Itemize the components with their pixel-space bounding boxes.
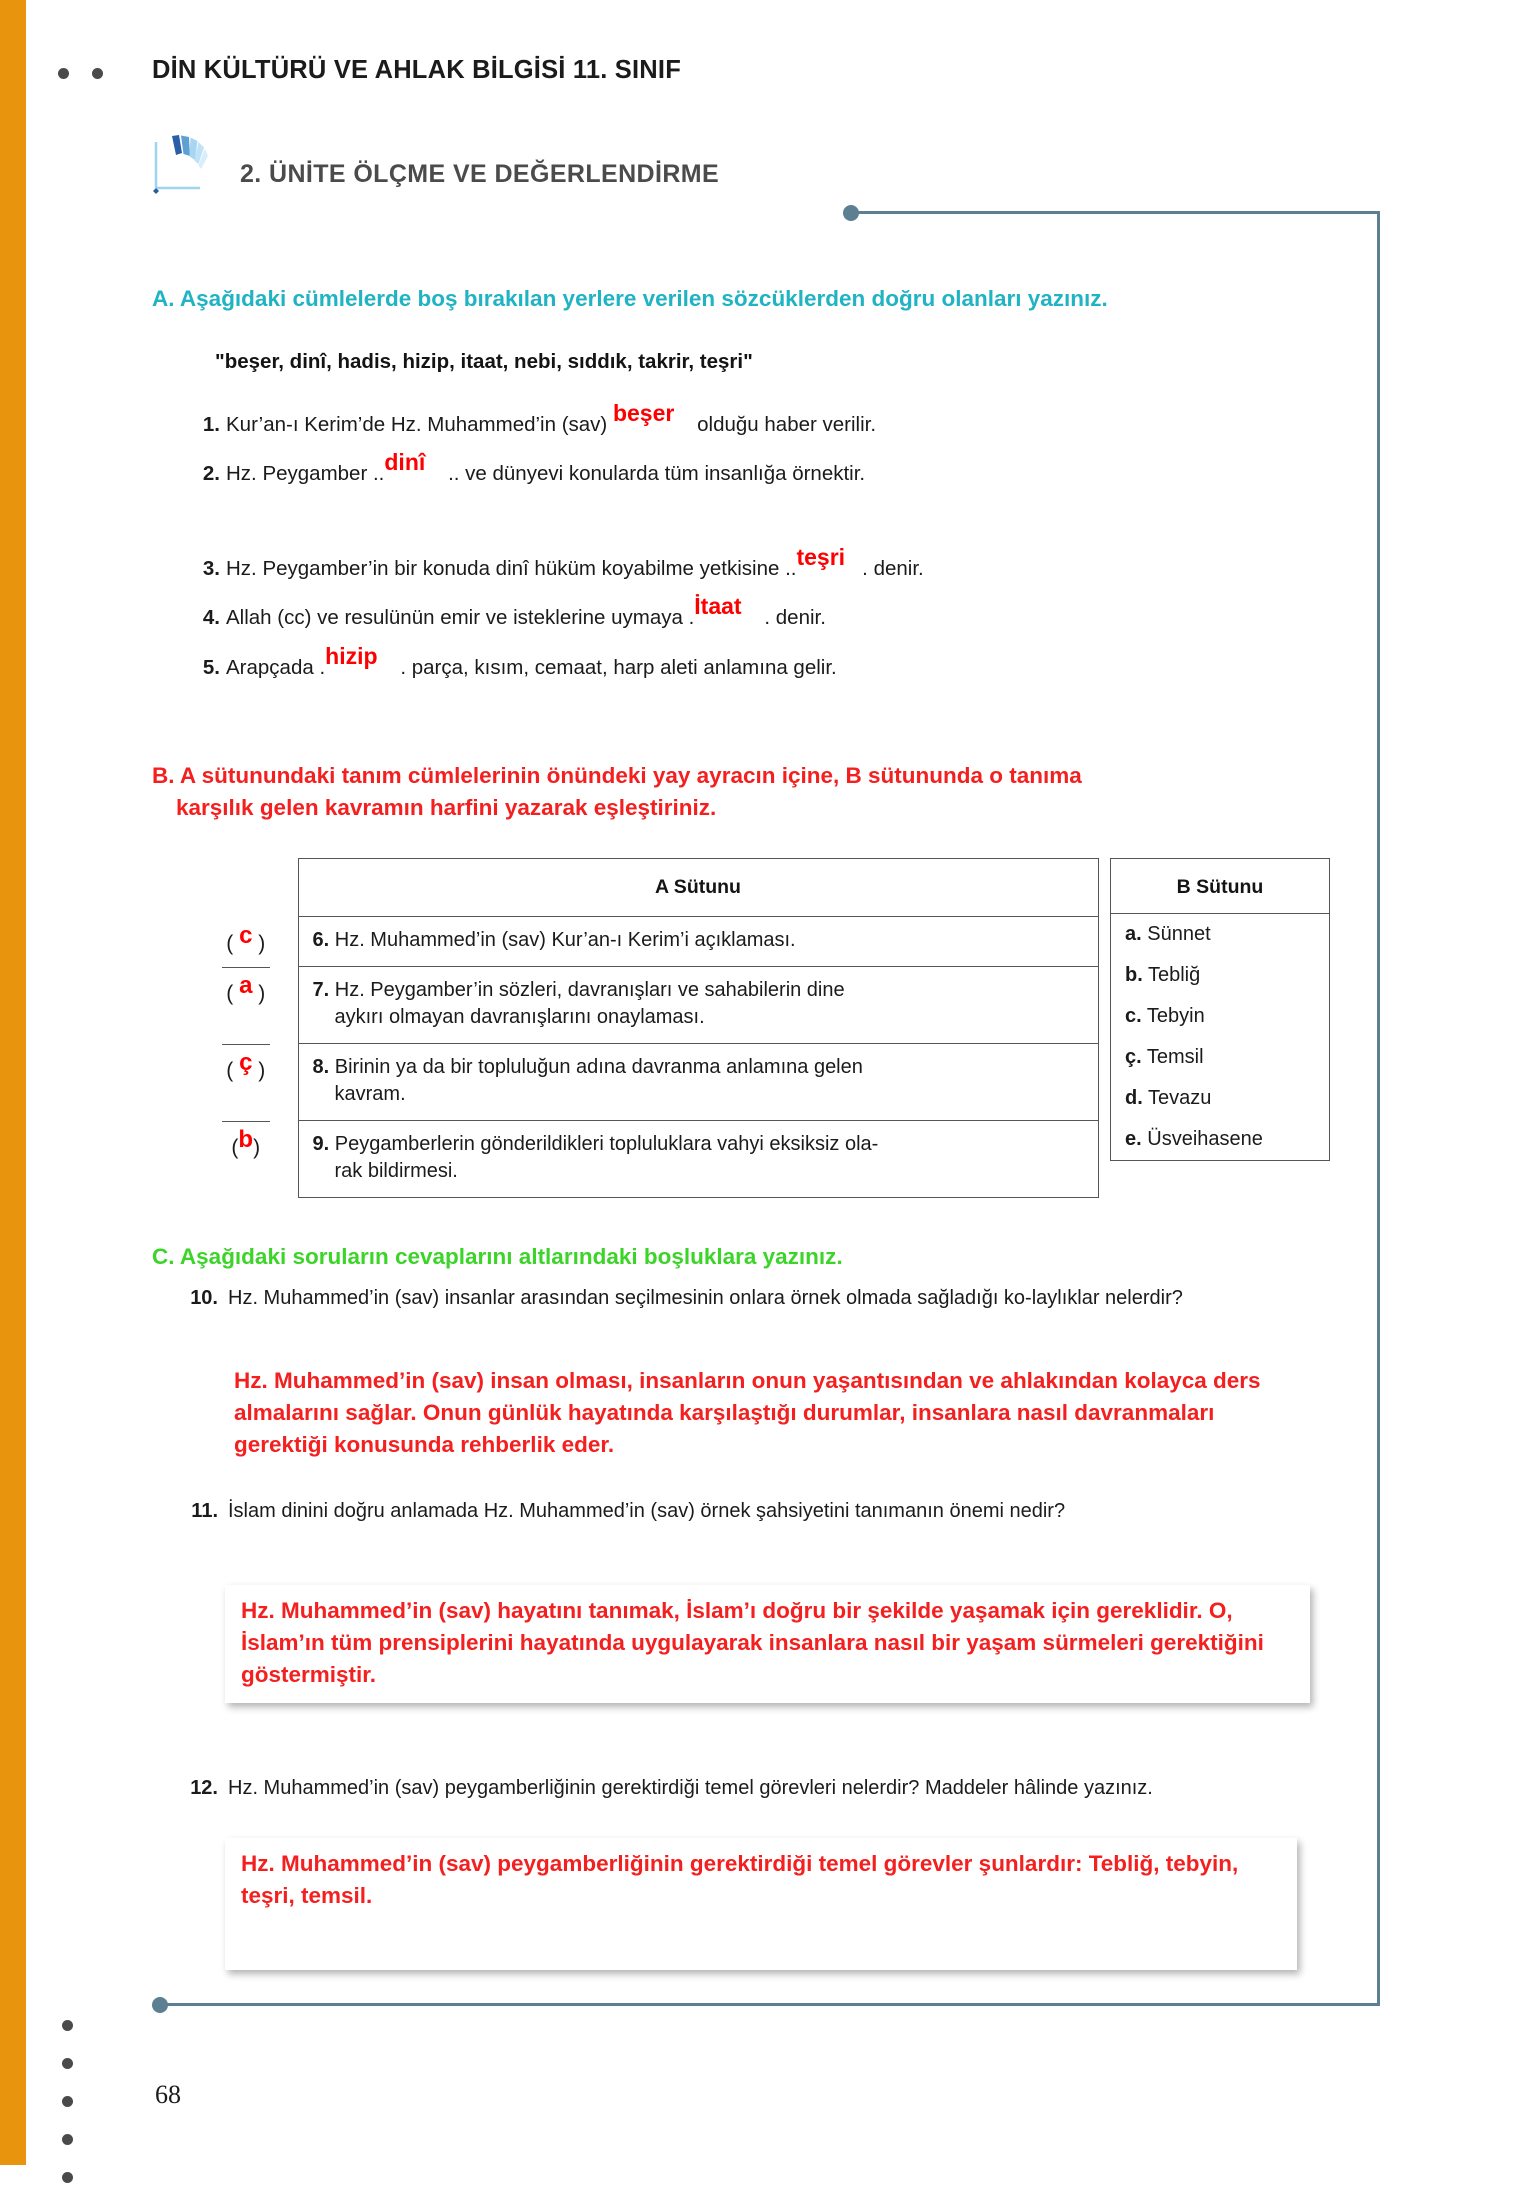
item-text-after: . parça, kısım, cemaat, harp aleti anlamına gelir. — [400, 656, 837, 679]
item-text-before: Hz. Peygamber .. — [226, 462, 385, 485]
question-10 — [180, 1285, 1340, 1313]
item-letter: b. — [1125, 964, 1143, 986]
answer-letter[interactable]: b — [238, 1125, 254, 1153]
item-label: Tevazu — [1147, 1087, 1212, 1109]
footer-dot-4 — [62, 2134, 73, 2145]
item-answer[interactable]: hizip — [325, 643, 378, 669]
row-number: 9. — [312, 1133, 330, 1155]
table-row — [194, 1121, 1098, 1198]
column-b-item-a — [1111, 914, 1329, 955]
item-number: 1. — [202, 413, 220, 436]
item-answer[interactable]: dinî — [384, 449, 426, 475]
frame-end-dot — [152, 1997, 168, 2013]
footer-dot-3 — [62, 2096, 73, 2107]
fill-blank-item-3 — [196, 544, 924, 580]
answer-paren-cell-6[interactable]: ( c ) — [194, 917, 298, 967]
answer-box-11[interactable]: Hz. Muhammed’in (sav) hayatını tanımak, İslam’ı doğru bir şekilde yaşamak için gereklidir. O, İslam’ın tüm prensiplerini hayatında uygulayarak insanlara nasıl bir yaşam sürmeleri gerektiğini göstermiştir. — [225, 1585, 1310, 1703]
column-a-header: A Sütunu — [298, 859, 1098, 917]
measurement-fan-icon — [150, 126, 230, 198]
row-text-line1: Hz. Peygamber’in sözleri, davranışları ve sahabilerin dine — [334, 979, 845, 1001]
item-text-after: .. ve dünyevi konularda tüm insanlığa örnektir. — [448, 462, 866, 485]
question-number: 11. — [191, 1500, 218, 1522]
question-text: İslam dinini doğru anlamada Hz. Muhammed’in (sav) örnek şahsiyetini tanımanın önemi nedir? — [228, 1500, 1066, 1522]
column-b-item-d — [1111, 1078, 1329, 1119]
table-row — [194, 967, 1098, 1044]
row-text-line1: Peygamberlerin gönderildikleri topluluklara vahyi eksiksiz ola- — [334, 1133, 879, 1155]
column-b-item-e — [1111, 1119, 1329, 1160]
item-number: 3. — [202, 557, 220, 580]
item-letter: ç. — [1125, 1046, 1142, 1068]
answer-paren-cell-7[interactable]: ( a ) — [194, 967, 298, 1044]
column-b-item-cc — [1111, 1037, 1329, 1078]
header-dot-group — [58, 68, 138, 82]
answer-letter[interactable]: ç — [239, 1048, 253, 1076]
fill-blank-item-2 — [196, 449, 866, 485]
fill-blank-item-4 — [196, 593, 826, 629]
question-11 — [180, 1498, 1340, 1526]
section-b-heading — [152, 760, 1332, 824]
question-number: 10. — [190, 1287, 218, 1309]
header-dot-2 — [92, 68, 103, 79]
item-label: Sünnet — [1147, 923, 1211, 945]
question-number: 12. — [190, 1777, 218, 1799]
header-dot-1 — [58, 68, 69, 79]
page-title: DİN KÜLTÜRÜ VE AHLAK BİLGİSİ 11. SINIF — [152, 56, 681, 84]
table-header-row — [194, 859, 1098, 917]
answer-letter[interactable]: c — [239, 921, 253, 949]
answer-letter[interactable]: a — [239, 971, 253, 999]
column-a-cell-7 — [298, 967, 1098, 1044]
item-answer[interactable]: İtaat — [694, 593, 742, 619]
item-label: Üsveihasene — [1147, 1128, 1263, 1150]
item-label: Tebyin — [1146, 1005, 1205, 1027]
item-label: Tebliğ — [1147, 964, 1201, 986]
row-text-line2: rak bildirmesi. — [334, 1160, 458, 1182]
item-letter: c. — [1125, 1005, 1142, 1027]
matching-table — [194, 858, 1099, 1198]
column-b-box — [1110, 858, 1330, 1161]
unit-header-row — [150, 150, 1400, 220]
orange-side-bar — [0, 0, 26, 2165]
item-number: 2. — [202, 462, 220, 485]
item-text-before: Hz. Peygamber’in bir konuda dinî hüküm koyabilme yetkisine .. — [226, 557, 797, 580]
answer-paren-cell-8[interactable]: ( ç ) — [194, 1044, 298, 1121]
table-row — [194, 1044, 1098, 1121]
column-a-cell-8 — [298, 1044, 1098, 1121]
row-text-line2: kavram. — [334, 1083, 406, 1105]
section-a-heading: A. Aşağıdaki cümlelerde boş bırakılan yerlere verilen sözcüklerden doğru olanları yazınız. — [152, 286, 1108, 311]
item-text-after: . denir. — [862, 557, 924, 580]
question-text: Hz. Muhammed’in (sav) peygamberliğinin gerektirdiği temel görevleri nelerdir? Maddeler hâlinde yazınız. — [228, 1777, 1153, 1799]
column-b-item-c — [1111, 996, 1329, 1037]
frame-right-rule — [1377, 211, 1380, 2006]
unit-heading: 2. ÜNİTE ÖLÇME VE DEĞERLENDİRME — [240, 160, 720, 188]
matching-table-wrapper — [194, 858, 1099, 1198]
question-12 — [180, 1775, 1340, 1803]
item-number: 4. — [202, 606, 220, 629]
column-a-cell-6 — [298, 917, 1098, 967]
item-text-before: Arapçada . — [226, 656, 326, 679]
frame-top-rule — [855, 211, 1380, 214]
section-b-heading-line1: B. A sütunundaki tanım cümlelerinin önündeki yay ayracın içine, B sütununda o tanıma — [152, 763, 1082, 788]
fill-blank-item-5 — [196, 643, 837, 679]
section-b-heading-line2: karşılık gelen kavramın harfini yazarak eşleştiriniz. — [176, 794, 717, 820]
answer-paren-cell-9[interactable]: (b) — [194, 1121, 298, 1198]
footer-dot-1 — [62, 2020, 73, 2031]
item-letter: a. — [1125, 923, 1142, 945]
item-text-before: Allah (cc) ve resulünün emir ve isteklerine uymaya . — [226, 606, 695, 629]
row-number: 6. — [312, 929, 330, 951]
column-a-cell-9 — [298, 1121, 1098, 1198]
item-letter: e. — [1125, 1128, 1142, 1150]
blank-corner-cell — [194, 859, 298, 917]
table-row — [194, 917, 1098, 967]
item-letter: d. — [1125, 1087, 1143, 1109]
item-text-before: Kur’an-ı Kerim’de Hz. Muhammed’in (sav) — [226, 413, 608, 436]
row-text-line1: Birinin ya da bir topluluğun adına davranma anlamına gelen — [334, 1056, 863, 1078]
item-number: 5. — [202, 656, 220, 679]
word-bank: "beşer, dinî, hadis, hizip, itaat, nebi, sıddık, takrir, teşri" — [215, 350, 753, 373]
answer-box-12[interactable]: Hz. Muhammed’in (sav) peygamberliğinin gerektirdiği temel görevler şunlardır: Tebliğ, tebyin, teşri, temsil. — [225, 1838, 1297, 1970]
page-number: 68 — [155, 2080, 181, 2109]
row-number: 7. — [312, 979, 330, 1001]
footer-dot-5 — [62, 2172, 73, 2183]
item-label: Temsil — [1146, 1046, 1204, 1068]
row-text-line2: aykırı olmayan davranışlarını onaylaması. — [334, 1006, 705, 1028]
section-c-heading: C. Aşağıdaki soruların cevaplarını altlarındaki boşluklara yazınız. — [152, 1244, 843, 1269]
fill-blank-item-1 — [196, 400, 877, 436]
answer-box-10[interactable]: Hz. Muhammed’in (sav) insan olması, insanların onun yaşantısından ve ahlakından kolayca ders almalarını sağlar. Onun günlük hayatında karşılaştığı durumlar, insanlara nasıl davranmaları gerektiği konusunda rehberlik eder. — [218, 1355, 1314, 1473]
item-answer[interactable]: teşri — [796, 544, 846, 570]
item-text-after: olduğu haber verilir. — [697, 413, 877, 436]
frame-bottom-rule — [160, 2003, 1380, 2006]
row-text-line1: Hz. Muhammed’in (sav) Kur’an-ı Kerim’i açıklaması. — [334, 929, 796, 951]
footer-dot-2 — [62, 2058, 73, 2069]
item-text-after: . denir. — [764, 606, 826, 629]
column-b-header: B Sütunu — [1111, 859, 1329, 914]
row-number: 8. — [312, 1056, 330, 1078]
item-answer[interactable]: beşer — [612, 400, 675, 426]
column-b-item-b — [1111, 955, 1329, 996]
question-text: Hz. Muhammed’in (sav) insanlar arasından seçilmesinin onlara örnek olmada sağladığı ko-laylıklar nelerdir? — [228, 1287, 1183, 1309]
footer-dot-group — [62, 2020, 73, 2210]
